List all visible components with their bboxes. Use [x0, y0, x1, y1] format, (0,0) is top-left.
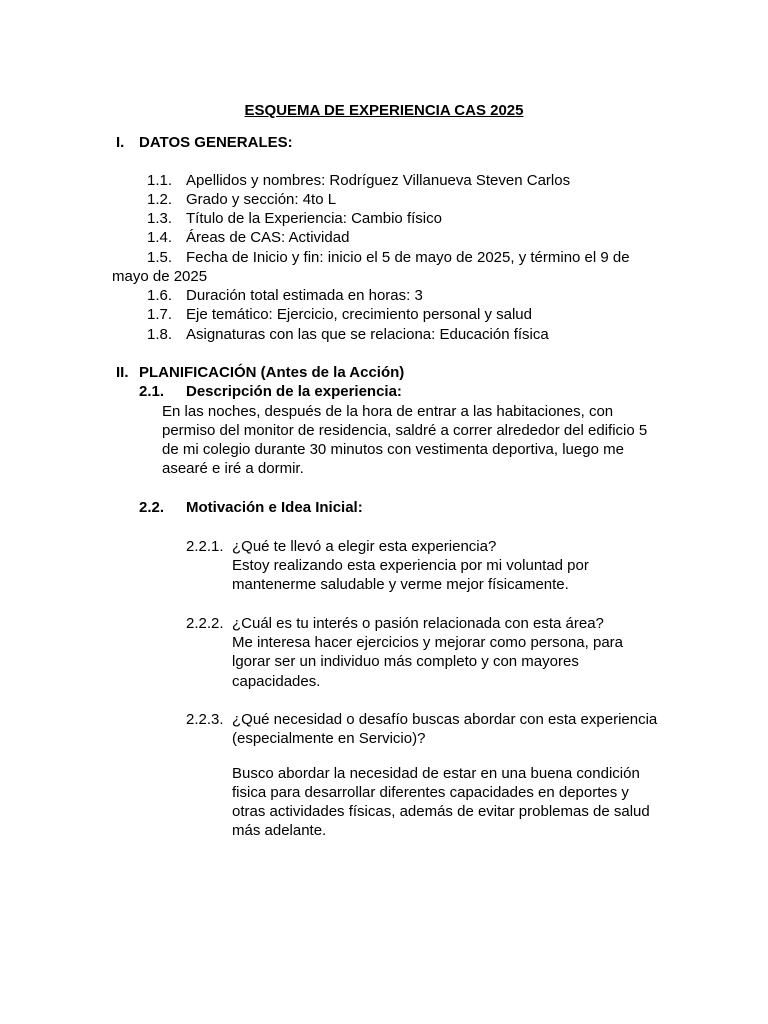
- section1-number: I.: [116, 134, 125, 151]
- paragraph-line: de mi colegio durante 30 minutos con vestimenta deportiva, luego me: [162, 441, 624, 458]
- answer-line: mantenerme saludable y verme mejor físicamente.: [232, 576, 569, 593]
- paragraph-line: asearé e iré a dormir.: [162, 460, 304, 477]
- document-title: ESQUEMA DE EXPERIENCIA CAS 2025: [244, 102, 524, 119]
- answer-line: más adelante.: [232, 822, 327, 839]
- item-number: 1.4.: [147, 229, 173, 246]
- question-text: ¿Cuál es tu interés o pasión relacionada con esta área?: [232, 615, 604, 632]
- answer-line: capacidades.: [232, 673, 321, 690]
- answer-line: lgorar ser un individuo más completo y con mayores: [232, 653, 579, 670]
- section2-number: II.: [116, 364, 129, 381]
- item-text: Eje temático: Ejercicio, crecimiento personal y salud: [186, 306, 532, 323]
- item-text: Áreas de CAS: Actividad: [186, 229, 350, 246]
- question-number: 2.2.3.: [186, 711, 224, 728]
- item-number: 1.7.: [147, 306, 173, 323]
- answer-line: otras actividades físicas, además de evitar problemas de salud: [232, 803, 650, 820]
- subsection-number: 2.1.: [139, 383, 165, 400]
- item-text: Apellidos y nombres: Rodríguez Villanueva Steven Carlos: [186, 172, 571, 189]
- section1-heading: DATOS GENERALES:: [139, 134, 293, 151]
- question-number: 2.2.1.: [186, 538, 224, 555]
- item-text: Asignaturas con las que se relaciona: Educación física: [186, 326, 549, 343]
- subsection-heading: Motivación e Idea Inicial:: [186, 499, 363, 516]
- item-number: 1.2.: [147, 191, 173, 208]
- item-text: Título de la Experiencia: Cambio físico: [186, 210, 442, 227]
- paragraph-line: permiso del monitor de residencia, saldré a correr alrededor del edificio 5: [162, 422, 648, 439]
- item-text-continuation: mayo de 2025: [112, 268, 208, 285]
- answer-line: Estoy realizando esta experiencia por mi voluntad por: [232, 557, 589, 574]
- item-number: 1.8.: [147, 326, 173, 343]
- item-number: 1.5.: [147, 249, 173, 266]
- subsection-heading: Descripción de la experiencia:: [186, 383, 402, 400]
- item-text: Fecha de Inicio y fin: inicio el 5 de mayo de 2025, y término el 9 de: [186, 249, 630, 266]
- answer-line: fisica para desarrollar diferentes capacidades en deportes y: [232, 784, 629, 801]
- question-text: ¿Qué necesidad o desafío buscas abordar con esta experiencia: [232, 711, 658, 728]
- question-text-continuation: (especialmente en Servicio)?: [232, 730, 426, 747]
- item-number: 1.1.: [147, 172, 173, 189]
- item-number: 1.3.: [147, 210, 173, 227]
- section2-heading: PLANIFICACIÓN (Antes de la Acción): [139, 364, 405, 381]
- answer-line: Me interesa hacer ejercicios y mejorar como persona, para: [232, 634, 624, 651]
- paragraph-line: En las noches, después de la hora de entrar a las habitaciones, con: [162, 403, 614, 420]
- question-text: ¿Qué te llevó a elegir esta experiencia?: [232, 538, 497, 555]
- question-number: 2.2.2.: [186, 615, 224, 632]
- item-number: 1.6.: [147, 287, 173, 304]
- answer-line: Busco abordar la necesidad de estar en una buena condición: [232, 765, 640, 782]
- item-text: Grado y sección: 4to L: [186, 191, 337, 208]
- subsection-number: 2.2.: [139, 499, 165, 516]
- item-text: Duración total estimada en horas: 3: [186, 287, 423, 304]
